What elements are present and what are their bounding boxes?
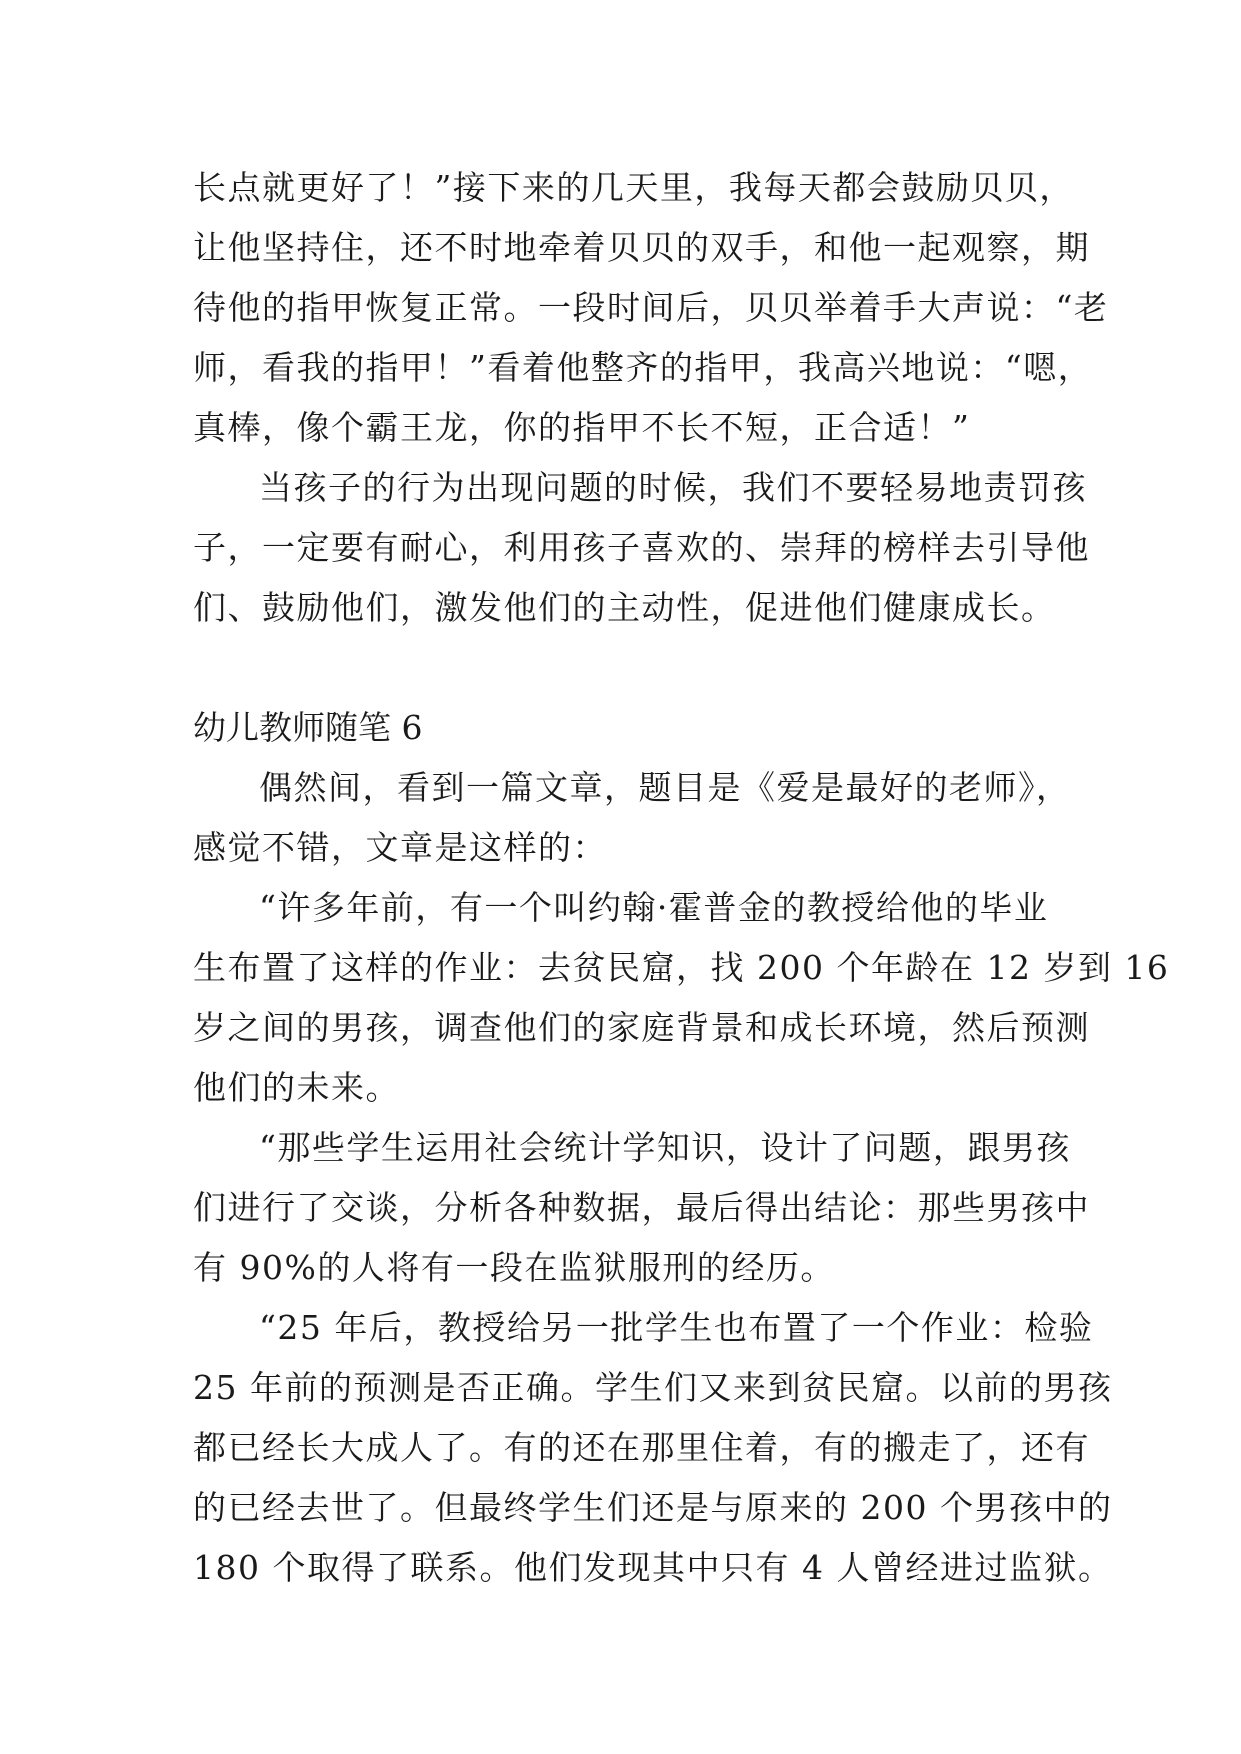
text-line: “25 年后，教授给另一批学生也布置了一个作业：检验 <box>259 1308 1094 1347</box>
text-line: “许多年前，有一个叫约翰·霍普金的教授给他的毕业 <box>259 888 1049 927</box>
text-line: 长点就更好了！”接下来的几天里，我每天都会鼓励贝贝， <box>193 168 1074 207</box>
document-page <box>193 158 1170 1598</box>
text-line: “那些学生运用社会统计学知识，设计了问题，跟男孩 <box>259 1128 1071 1167</box>
text-line: 待他的指甲恢复正常。一段时间后，贝贝举着手大声说：“老 <box>193 288 1109 327</box>
text-line: 他们的未来。 <box>193 1068 400 1107</box>
story-paragraph-3 <box>193 1298 1113 1598</box>
text-line: 感觉不错，文章是这样的： <box>193 828 607 867</box>
text-line: 的已经去世了。但最终学生们还是与原来的 200 个男孩中的 <box>193 1488 1113 1527</box>
story-paragraph-1 <box>193 878 1170 1118</box>
text-line: 偶然间，看到一篇文章，题目是《爱是最好的老师》， <box>259 768 1071 807</box>
text-line: 师，看我的指甲！”看着他整齐的指甲，我高兴地说：“嗯， <box>193 348 1093 387</box>
text-line: 180 个取得了联系。他们发现其中只有 4 人曾经进过监狱。 <box>193 1548 1113 1587</box>
text-line: 们进行了交谈，分析各种数据，最后得出结论：那些男孩中 <box>193 1188 1090 1227</box>
text-line: 子，一定要有耐心，利用孩子喜欢的、崇拜的榜样去引导他 <box>193 528 1090 567</box>
section-title-text: 幼儿教师随笔 6 <box>193 708 423 747</box>
text-line: 让他坚持住，还不时地牵着贝贝的双手，和他一起观察，期 <box>193 228 1090 267</box>
text-line: 真棒，像个霸王龙，你的指甲不长不短，正合适！” <box>193 408 971 447</box>
text-line: 岁之间的男孩，调查他们的家庭背景和成长环境，然后预测 <box>193 1008 1090 1047</box>
text-line: 25 年前的预测是否正确。学生们又来到贫民窟。以前的男孩 <box>193 1368 1113 1407</box>
intro-paragraph <box>193 758 1071 878</box>
text-line: 生布置了这样的作业：去贫民窟，找 200 个年龄在 12 岁到 16 <box>193 948 1170 987</box>
text-line: 有 90%的人将有一段在监狱服刑的经历。 <box>193 1248 835 1287</box>
text-line: 都已经长大成人了。有的还在那里住着，有的搬走了，还有 <box>193 1428 1090 1467</box>
reflection-paragraph <box>193 458 1090 638</box>
text-line: 当孩子的行为出现问题的时候，我们不要轻易地责罚孩 <box>259 468 1087 507</box>
continuation-paragraph <box>193 158 1109 458</box>
text-line: 们、鼓励他们，激发他们的主动性，促进他们健康成长。 <box>193 588 1056 627</box>
section-title <box>193 698 1063 758</box>
story-paragraph-2 <box>193 1118 1090 1298</box>
